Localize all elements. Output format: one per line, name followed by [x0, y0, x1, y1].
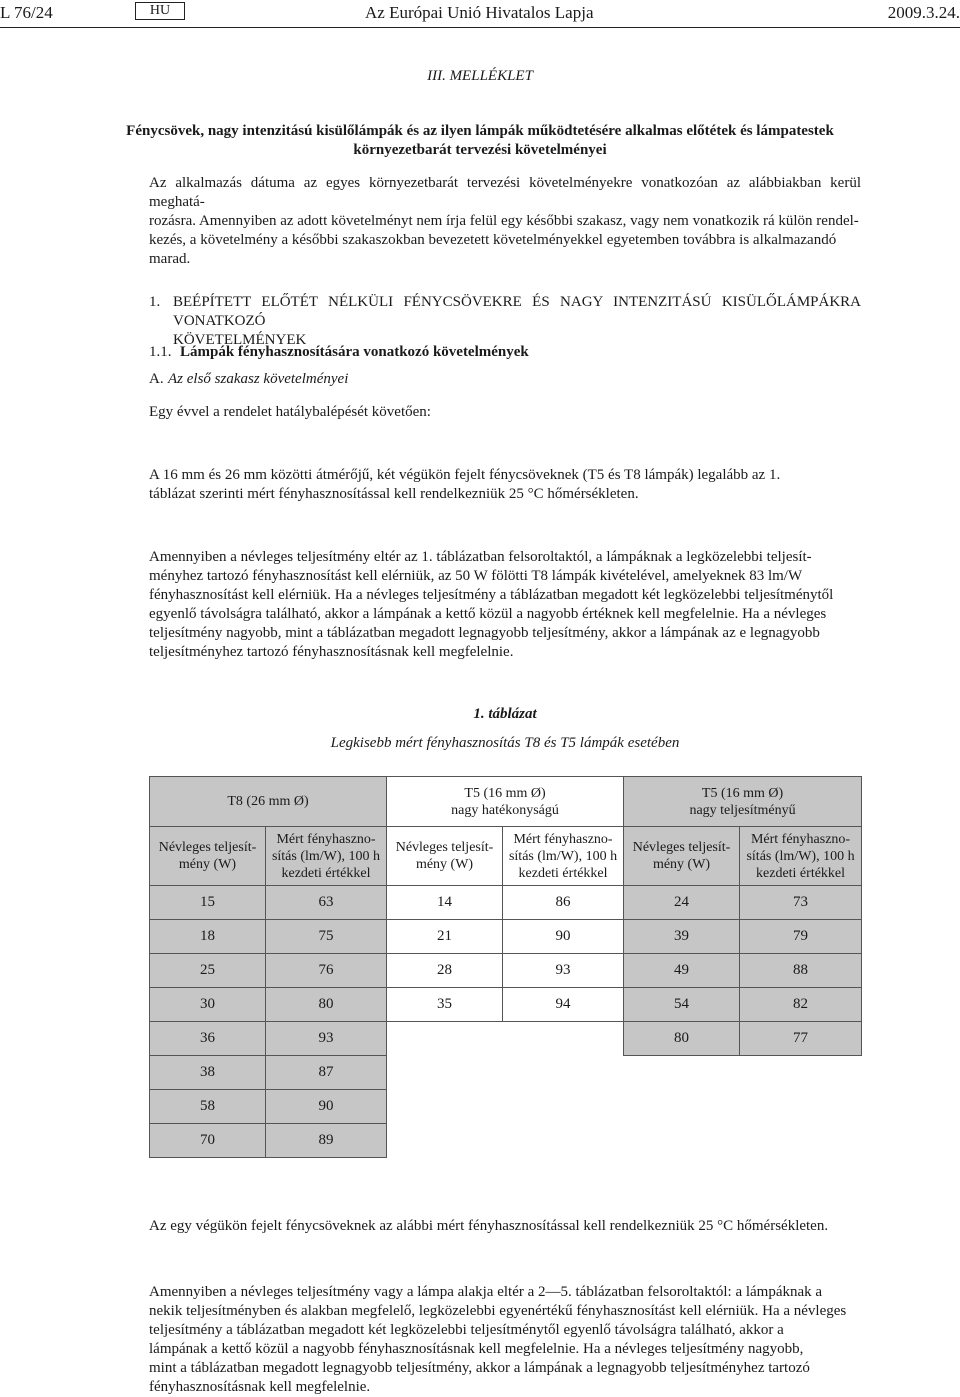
sub-header-line: Mért fényhaszno- [750, 831, 851, 847]
paragraph-line: teljesítmény nagyobb, mint a táblázatban megadott legnagyobb teljesítmény, akkor a lámpának az e legnagyobb [149, 625, 820, 641]
paragraph-line: egyenlő távolságra található, akkor a lámpának a kettő közül a nagyobb értéknek kell megfelelnie. Ha a névleges [149, 606, 827, 622]
table-cell: 79 [740, 920, 862, 954]
paragraph-line: Amennyiben a névleges teljesítmény vagy a lámpa alakja eltér a 2—5. táblázatban felsoroltaktól: a lámpáknak a [149, 1284, 823, 1300]
group-header-line: T5 (16 mm Ø) [701, 785, 784, 801]
table-cell: 49 [624, 954, 740, 988]
table-cell: 25 [150, 954, 266, 988]
table-cell: 80 [266, 988, 387, 1022]
table-cell-empty [387, 1056, 862, 1090]
sub-header-nominal-power [387, 827, 503, 886]
paragraph-line: teljesítményhez tartozó fényhasznosításnak kell megfelelnie. [149, 644, 514, 660]
table-caption: Legkisebb mért fényhasznosítás T8 és T5 lámpák esetében [330, 735, 680, 751]
table-cell: 77 [740, 1022, 862, 1056]
journal-title: Az Európai Unió Hivatalos Lapja [365, 3, 594, 22]
table-cell: 63 [266, 886, 387, 920]
table-cell: 54 [624, 988, 740, 1022]
stage-a-intro: Egy évvel a rendelet hatálybalépését követően: [149, 404, 431, 420]
sub-header-line: kezdeti értékkel [281, 865, 371, 881]
sub-header-measured-efficacy [266, 827, 387, 886]
intro-line: Az alkalmazás dátuma az egyes környezetbarát tervezési követelményekre vonatkozóan az alábbiakban kerül meghatá- [149, 175, 861, 210]
annex-heading: III. MELLÉKLET [427, 68, 533, 84]
publication-date: 2009.3.24. [887, 3, 960, 22]
table-cell: 88 [740, 954, 862, 988]
sub-header-nominal-power [624, 827, 740, 886]
table-cell: 80 [624, 1022, 740, 1056]
sub-header-line: Névleges teljesít- [158, 840, 257, 855]
sub-header-line: kezdeti értékkel [756, 865, 846, 881]
page-reference: L 76/24 [0, 3, 53, 22]
sub-header-line: Mért fényhaszno- [513, 831, 613, 847]
intro-paragraph [149, 174, 861, 269]
section-1-1-number: 1.1. [149, 344, 172, 360]
table-cell: 58 [150, 1090, 266, 1124]
section-1-heading-line: BEÉPÍTETT ELŐTÉT NÉLKÜLI FÉNYCSÖVEKRE ÉS NAGY INTENZITÁSÚ KISÜLŐLÁMPÁKRA VONATKOZÓ [173, 294, 861, 329]
table-cell: 18 [150, 920, 266, 954]
sub-header-line: mény (W) [652, 857, 711, 872]
table-cell-empty [503, 1022, 624, 1056]
paragraph-line: mint a táblázatban megadott legnagyobb teljesítmény, akkor a lámpának a legnagyobb teljesítményhez tartozó [149, 1360, 810, 1376]
group-header-line: T5 (16 mm Ø) [464, 785, 546, 801]
table-number: 1. táblázat [473, 706, 537, 722]
document-title-line1: Fénycsövek, nagy intenzitású kisülőlámpák és az ilyen lámpák működtetésére alkalmas előtétek és lámpatestek [126, 123, 834, 139]
table-cell: 36 [150, 1022, 266, 1056]
header-rule [0, 27, 960, 28]
paragraph-line: ményhez tartozó fényhasznosítást kell elérniük, az 50 W fölötti T8 lámpák kivételével, amelyeknek 83 lm/W [149, 568, 803, 584]
section-1-heading [173, 293, 861, 350]
table-cell: 35 [387, 988, 503, 1022]
group-header-line: nagy hatékonyságú [451, 802, 559, 818]
table-row [150, 1090, 862, 1124]
table-cell: 30 [150, 988, 266, 1022]
sub-header-line: Névleges teljesít- [632, 840, 731, 855]
sub-header-line: mény (W) [415, 857, 474, 872]
table-cell: 82 [740, 988, 862, 1022]
table-cell: 89 [266, 1124, 387, 1158]
double-capped-paragraph [149, 466, 861, 504]
single-capped-paragraph: Az egy végükön fejelt fénycsöveknek az alábbi mért fényhasznosítással kell rendelkezniük 25 °C hőmérsékleten. [149, 1218, 829, 1234]
table-row [150, 1056, 862, 1090]
sub-header-line: sítás (lm/W), 100 h [508, 848, 618, 864]
group-header-line: nagy teljesítményű [689, 802, 796, 818]
sub-header-measured-efficacy [740, 827, 862, 886]
paragraph-line: teljesítmény a táblázatban megadott két legközelebbi teljesítménytől egyenlő távolságra található, akkor a [149, 1322, 784, 1338]
sub-header-line: Névleges teljesít- [395, 840, 494, 855]
intro-line: rozásra. Amennyiben az adott követelményt nem írja felül egy későbbi szakasz, vagy nem vonatkozik rá külön rendel- [149, 213, 859, 229]
sub-header-line: sítás (lm/W), 100 h [271, 848, 381, 864]
table-row [150, 1022, 862, 1056]
sub-header-line: Mért fényhaszno- [276, 831, 376, 847]
sub-header-line: kezdeti értékkel [518, 865, 608, 881]
section-1-heading-line: KÖVETELMÉNYEK [173, 332, 307, 348]
table-cell: 28 [387, 954, 503, 988]
intro-line: kezés, a követelmény a későbbi szakaszokban bevezetett követelményekkel egyetemben továbbra is alkalmazandó marad. [149, 232, 837, 267]
table-cell: 90 [266, 1090, 387, 1124]
table-cell: 87 [266, 1056, 387, 1090]
group-header-line: T8 (26 mm Ø) [227, 794, 309, 809]
sub-header-line: mény (W) [178, 857, 237, 872]
table-cell: 24 [624, 886, 740, 920]
table-cell: 38 [150, 1056, 266, 1090]
table-sub-header-row [150, 827, 862, 886]
table-cell: 21 [387, 920, 503, 954]
paragraph-line: A 16 mm és 26 mm közötti átmérőjű, két végükön fejelt fénycsöveknek (T5 és T8 lámpák) legalább az 1. [149, 467, 781, 483]
table-row [150, 954, 862, 988]
table-group-header-row [150, 777, 862, 827]
paragraph-line: lámpának a kettő közül a nagyobb fényhasznosításnak kell megfelelnie. Ha a névleges teljesítmény nagyobb, [149, 1341, 804, 1357]
table-cell: 70 [150, 1124, 266, 1158]
section-1-1-title: Lámpák fényhasznosítására vonatkozó követelmények [180, 344, 529, 360]
table-cell-empty [387, 1124, 862, 1158]
table-cell: 73 [740, 886, 862, 920]
table-cell-empty [387, 1022, 503, 1056]
table-cell: 39 [624, 920, 740, 954]
table-row [150, 886, 862, 920]
table-cell: 14 [387, 886, 503, 920]
stage-a-title: Az első szakasz követelményei [168, 371, 349, 387]
table-cell: 76 [266, 954, 387, 988]
paragraph-line: fényhasznosításnak kell megfelelnie. [149, 1379, 371, 1395]
document-title-line2: környezetbarát tervezési követelményei [353, 142, 607, 158]
table-cell: 15 [150, 886, 266, 920]
paragraph-line: nekik teljesítményben és alakban megfelelő, legközelebbi egyenértékű fényhasznosítást kell elérniük. Ha a névleges [149, 1303, 847, 1319]
paragraph-line: Amennyiben a névleges teljesítmény eltér az 1. táblázatban felsoroltaktól, a lámpáknak a legközelebbi teljesít- [149, 549, 812, 565]
paragraph-line: fényhasznosítást kell elérniük. Ha a névleges teljesítmény a táblázatban megadott két legközelebbi teljesítménytől [149, 587, 834, 603]
group-header-t8 [150, 777, 387, 827]
table-cell-empty [387, 1090, 862, 1124]
table-cell: 90 [503, 920, 624, 954]
section-1-number: 1. [149, 294, 161, 310]
sub-header-nominal-power [150, 827, 266, 886]
table-row [150, 920, 862, 954]
table-row [150, 1124, 862, 1158]
stage-a-letter: A. [149, 371, 164, 387]
paragraph-line: táblázat szerinti mért fényhasznosítással kell rendelkezniük 25 °C hőmérsékleten. [149, 486, 639, 502]
table-cell: 93 [503, 954, 624, 988]
luminous-efficacy-table [149, 776, 862, 1158]
language-badge: HU [135, 2, 185, 20]
table-cell: 86 [503, 886, 624, 920]
table-cell: 93 [266, 1022, 387, 1056]
sub-header-measured-efficacy [503, 827, 624, 886]
table-cell: 94 [503, 988, 624, 1022]
group-header-t5-high-efficiency [387, 777, 624, 827]
closing-paragraph [149, 1283, 861, 1397]
sub-header-line: sítás (lm/W), 100 h [746, 848, 855, 864]
table-cell: 75 [266, 920, 387, 954]
group-header-t5-high-output [624, 777, 862, 827]
table-row [150, 988, 862, 1022]
nominal-wattage-paragraph [149, 548, 861, 662]
